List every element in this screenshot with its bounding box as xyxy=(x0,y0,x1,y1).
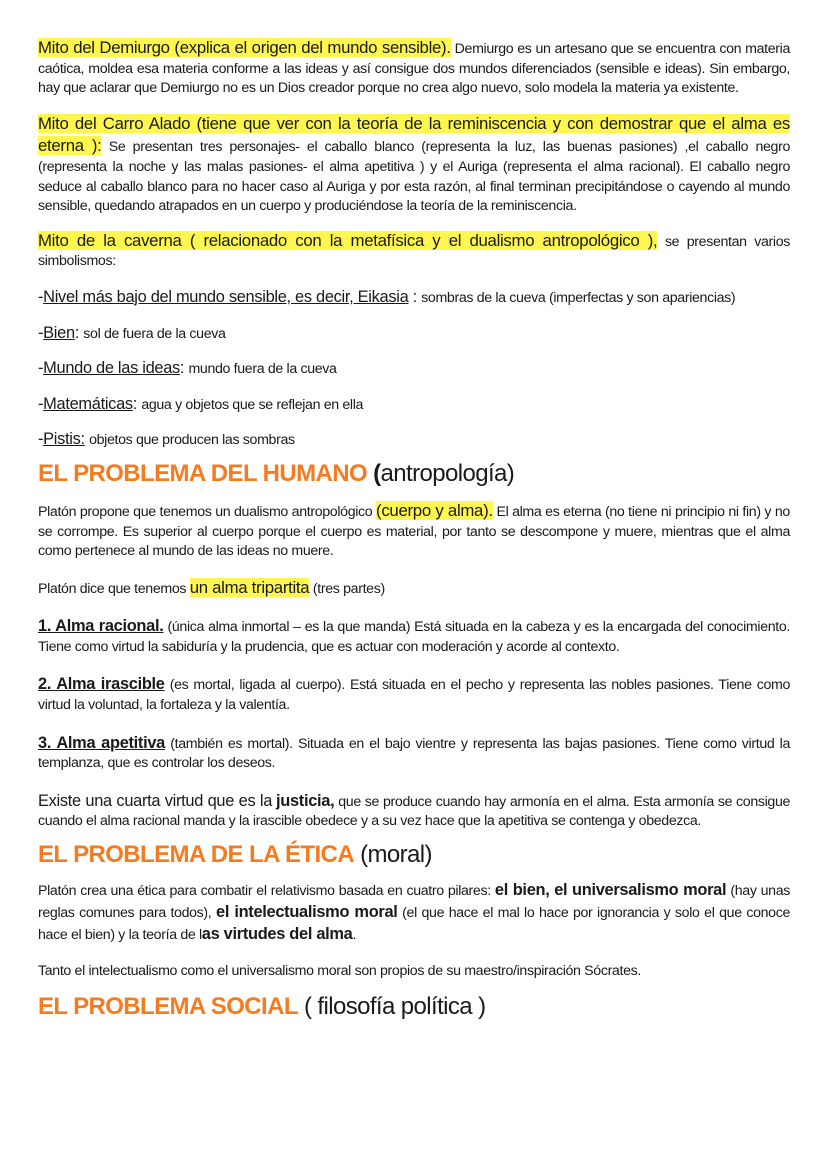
justicia-keyword: justicia, xyxy=(276,791,335,810)
caverna-item-label: Bien xyxy=(43,323,75,342)
heading-etica xyxy=(38,840,790,870)
heading-social-subtitle: ( filosofía política ) xyxy=(303,992,486,1020)
carro-text: Se presentan tres personajes- el caballo blanco (representa la luz, las buenas pasiones) ,el caballo negro (representa la noche y las malas pasiones- el alma apetitiva ) y el Auriga (representa el alma racional). El caballo negro seduce al caballo blanco para no hacer caso al Auriga y por esta razón, al final terminan precipitándose o cayendo al mundo sensible, quedando atrapados en un cuerpo y produciéndose la teoría de la reminiscencia. xyxy=(38,139,790,215)
caverna-item-text: sombras de la cueva (imperfectas y son apariencias) xyxy=(421,289,736,306)
caverna-item-label: Nivel más bajo del mundo sensible, es decir, Eikasia xyxy=(43,287,409,306)
heading-humano-title: EL PROBLEMA DEL HUMANO xyxy=(38,459,368,487)
caverna-item-label: Mundo de las ideas xyxy=(43,359,180,378)
carro-paragraph xyxy=(38,113,790,217)
caverna-item-pistis: -Pistis: objetos que producen las sombras xyxy=(38,430,295,449)
humano-tripartita-highlight: un alma tripartita xyxy=(189,577,310,597)
humano-dualismo-paragraph: Platón propone que tenemos un dualismo antropológico (cuerpo y alma). El alma es eterna (no tiene ni principio ni fin) y no se corrompe. Es superior al cuerpo porque el cuerpo es material, por tanto se descompone y muere, mientras que el alma como pertenece al mundo de las ideas no muere. xyxy=(38,500,790,560)
caverna-item-text: sol de fuera de la cueva xyxy=(83,325,226,342)
alma-racional-label: 1. Alma racional. xyxy=(38,617,164,636)
caverna-item-bien: -Bien: sol de fuera de la cueva xyxy=(38,323,226,342)
caverna-item-matematicas: -Matemáticas: agua y objetos que se reflejan en ella xyxy=(38,394,364,413)
caverna-item-text: mundo fuera de la cueva xyxy=(188,361,337,378)
heading-social-title: EL PROBLEMA SOCIAL xyxy=(38,992,298,1020)
demiurgo-text: Demiurgo es un artesano que se encuentra con materia caótica, moldea esa materia conforme a las ideas y así consigue dos mundos diferenciados (sensible e ideas). Sin embargo, hay que aclarar que Demiurgo no es un Dios creador porque no crea algo nuevo, solo modela la materia ya existente. xyxy=(38,41,790,97)
caverna-item-text: agua y objetos que se reflejan en ella xyxy=(141,396,364,413)
etica-intelectualismo-keyword: el intelectualismo moral xyxy=(216,903,398,922)
alma-racional-paragraph: 1. Alma racional. (única alma inmortal – es la que manda) Está situada en la cabeza y es la encargada del conocimiento. Tiene como virtud la sabiduría y la prudencia, que es actuar con moderación y acorde al contexto. xyxy=(38,617,790,655)
heading-etica-subtitle: (moral) xyxy=(360,841,432,869)
caverna-item-ideas: -Mundo de las ideas: mundo fuera de la cueva xyxy=(38,359,337,378)
etica-bien-keyword: el bien, el universalismo moral xyxy=(494,881,727,900)
heading-social xyxy=(38,992,790,1022)
demiurgo-paragraph xyxy=(38,38,790,99)
justicia-paragraph: Existe una cuarta virtud que es la justicia, que se produce cuando hay armonía en el alma. Esta armonía se consigue cuando el alma racional manda y la irascible obedece y a su vez hace que la apetitiva se contenga y obedezca. xyxy=(38,791,791,830)
heading-humano: EL PROBLEMA DEL HUMANO (antropología) xyxy=(38,459,515,487)
caverna-item-eikasia: -Nivel más bajo del mundo sensible, es decir, Eikasia : sombras de la cueva (imperfectas y son apariencias) xyxy=(38,287,736,306)
alma-apetitiva-label: 3. Alma apetitiva xyxy=(38,733,165,752)
document-page xyxy=(38,38,790,1022)
alma-irascible-label: 2. Alma irascible xyxy=(38,675,165,694)
caverna-item-label: Matemáticas xyxy=(43,394,133,413)
caverna-title: Mito de la caverna ( relacionado con la metafísica y el dualismo antropológico ), xyxy=(38,230,658,250)
alma-apetitiva-paragraph: 3. Alma apetitiva (también es mortal). Situada en el bajo vientre y representa las bajas pasiones. Tiene como virtud la templanza, que es controlar los deseos. xyxy=(38,733,790,772)
carro-title: Mito del Carro Alado (tiene que ver con la teoría de la reminiscencia y con demostrar que el alma es eterna ): xyxy=(38,113,790,156)
caverna-item-text: objetos que producen las sombras xyxy=(89,432,295,449)
heading-etica-title: EL PROBLEMA DE LA ÉTICA xyxy=(38,841,354,869)
alma-irascible-paragraph: 2. Alma irascible (es mortal, ligada al cuerpo). Está situada en el pecho y representa las nobles pasiones. Tiene como virtud la voluntad, la fortaleza y la valentía. xyxy=(38,675,791,714)
heading-humano-subtitle: antropología) xyxy=(380,459,515,487)
caverna-paragraph xyxy=(38,231,790,272)
caverna-item-label: Pistis: xyxy=(43,430,85,449)
humano-dualismo-highlight: (cuerpo y alma). xyxy=(376,500,493,520)
caverna-text: se presentan varios simbolismos: xyxy=(38,233,791,270)
etica-socrates-paragraph: Tanto el intelectualismo como el universalismo moral son propios de su maestro/inspiración Sócrates. xyxy=(38,963,641,980)
humano-tripartita-paragraph: Platón dice que tenemos un alma tripartita (tres partes) xyxy=(38,577,385,597)
etica-pilares-paragraph: Platón crea una ética para combatir el relativismo basada en cuatro pilares: el bien, el universalismo moral (hay unas reglas comunes para todos), el intelectualismo moral (el que hace el mal lo hace por ignorancia y solo el que conoce hace el bien) y la teoría de las virtudes del alma. xyxy=(38,881,791,944)
etica-virtudes-keyword: as virtudes del alma xyxy=(201,925,353,944)
demiurgo-title: Mito del Demiurgo (explica el origen del mundo sensible). xyxy=(38,38,451,57)
